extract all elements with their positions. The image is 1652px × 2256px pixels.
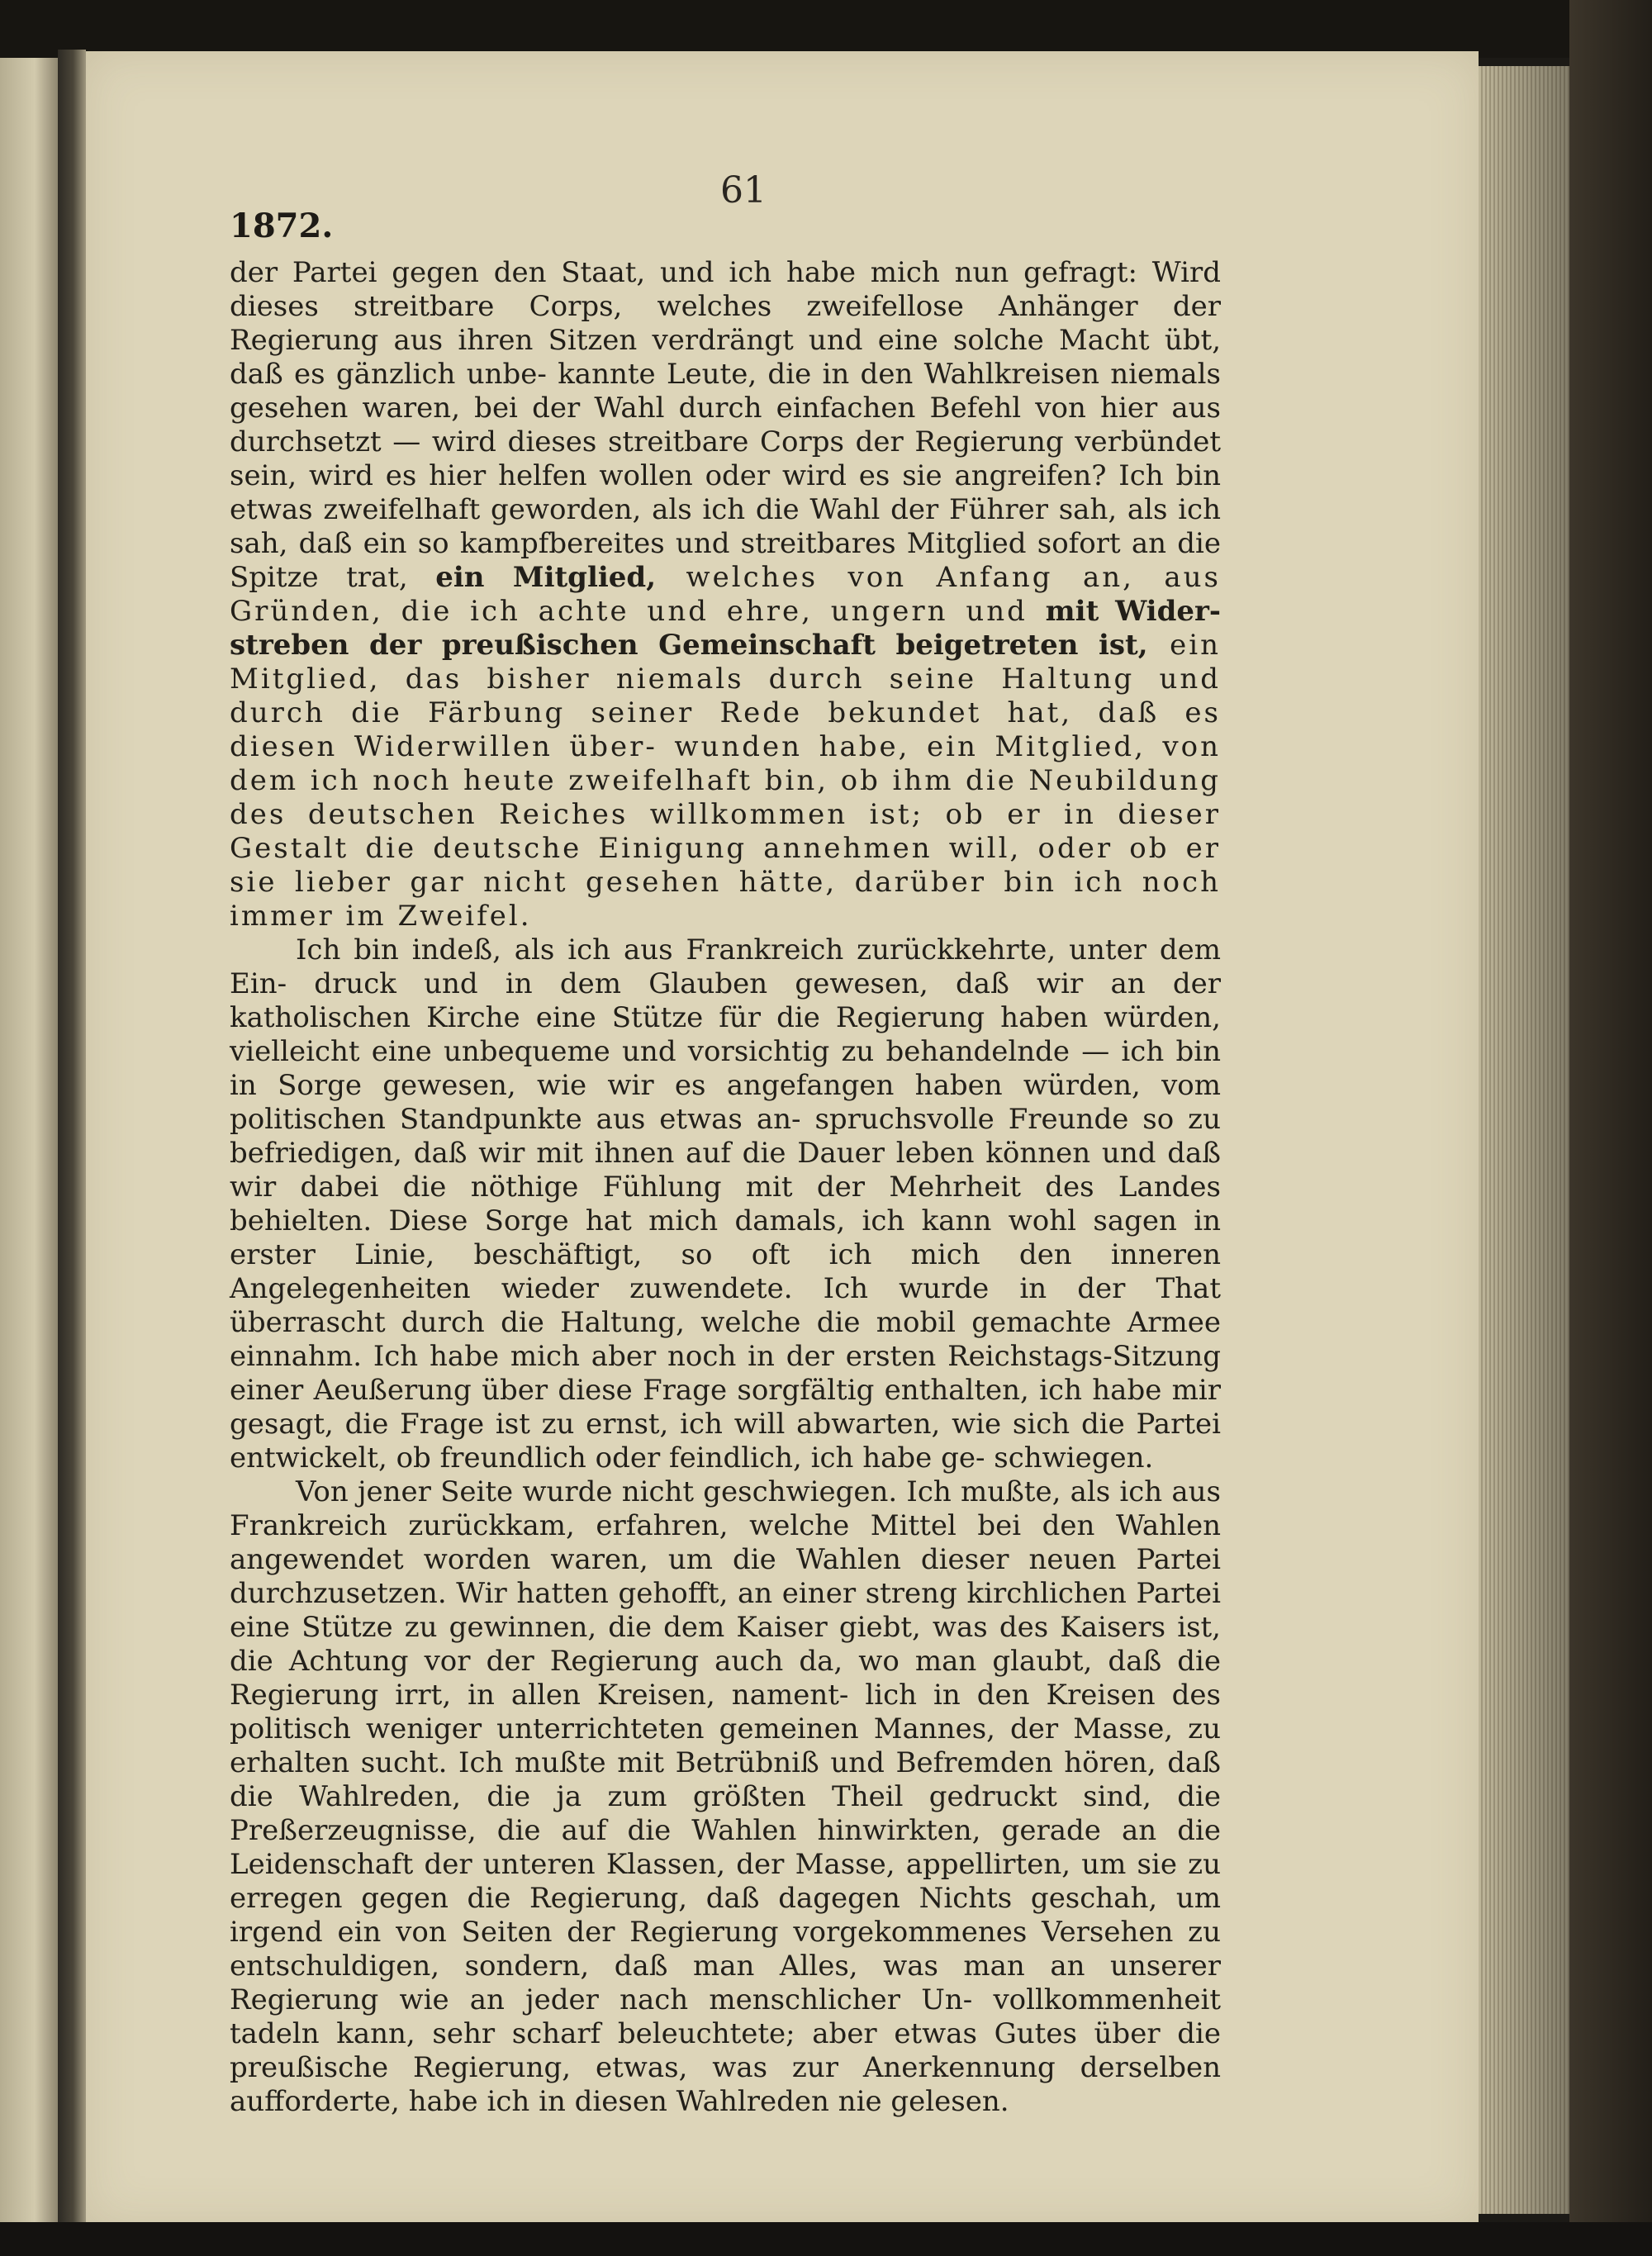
page-stack-shade (1479, 66, 1569, 2214)
body-text (230, 256, 1221, 2119)
text-segment: Ich bin indeß, als ich aus Frankreich zurückkehrte, unter dem Ein- druck und in dem Glauben gewesen, daß wir an der katholischen Kirche eine Stütze für die Regierung haben würden, vielleicht eine unbequeme und vorsichtig zu behandelnde — ich bin in Sorge gewesen, wie wir es angefangen haben würden, vom politischen Standpunkte aus etwas an- spruchsvolle Freunde so zu befriedigen, daß wir mit ihnen auf die Dauer leben können und daß wir dabei die nöthige Fühlung mit der Mehrheit des Landes behielten. Diese Sorge hat mich damals, ich kann wohl sagen in erster Linie, beschäftigt, so oft ich mich den inneren Angelegenheiten wieder zuwendete. Ich wurde in der That überrascht durch die Haltung, welche die mobil gemachte Armee einnahm. Ich habe mich aber noch in der ersten Reichstags-Sitzung einer Aeußerung über diese Frage sorgfältig enthalten, ich habe mir gesagt, die Frage ist zu ernst, ich will abwarten, wie sich die Partei entwickelt, ob freundlich oder feindlich, ich habe ge- schwiegen. (230, 933, 1221, 1475)
spaced-text: welches von Anfang an, aus Gründen, die ich achte und ehre, ungern und (230, 561, 1222, 628)
text-segment: Von jener Seite wurde nicht geschwiegen. Ich mußte, als ich aus Frankreich zurückkam, erfahren, welche Mittel bei den Wahlen angewendet worden waren, um die Wahlen dieser neuen Partei durchzusetzen. Wir hatten gehofft, an einer streng kirchlichen Partei eine Stütze zu gewinnen, die dem Kaiser giebt, was des Kaisers ist, die Achtung vor der Regierung auch da, wo man glaubt, daß die Regierung irrt, in allen Kreisen, nament- lich in den Kreisen des politisch weniger unterrichteten gemeinen Mannes, der Masse, zu erhalten sucht. Ich mußte mit Betrübniß und Befremden hören, daß die Wahlreden, die ja zum größten Theil gedruckt sind, die Preßerzeugnisse, die auf die Wahlen hinwirkten, gerade an die Leidenschaft der unteren Klassen, der Masse, appellirten, um sie zu erregen gegen die Regierung, daß dagegen Nichts geschah, um irgend ein von Seiten der Regierung vorgekommenes Versehen zu entschuldigen, sondern, daß man Alles, was man an unserer Regierung wie an jeder nach menschlicher Un- vollkommenheit tadeln kann, sehr scharf beleuchtete; aber etwas Gutes über die preußische Regierung, etwas, was zur Anerkennung derselben aufforderte, habe ich in diesen Wahlreden nie gelesen. (230, 1475, 1221, 2118)
page-number: 61 (720, 169, 767, 211)
scanner-background-top (0, 0, 1652, 58)
paragraph-3 (230, 1475, 1221, 2119)
left-page-edge (0, 58, 58, 2222)
book-gutter (58, 50, 86, 2230)
paragraph-1 (230, 256, 1221, 933)
emphasis-text: ein Mitglied, (435, 561, 657, 594)
emphasis-text: mit Wider- streben der preußischen Gemeinschaft beigetreten ist, (230, 595, 1221, 662)
paragraph-2 (230, 933, 1221, 1475)
text-segment: der Partei gegen den Staat, und ich habe mich nun gefragt: Wird dieses streitbare Corps, welches zweifellose Anhänger der Regierung aus ihren Sitzen verdrängt und eine solche Macht übt, daß es gänzlich unbe- kannte Leute, die in den Wahlkreisen niemals gesehen waren, bei der Wahl durch einfachen Befehl von hier aus durchsetzt — wird dieses streitbare Corps der Regierung verbündet sein, wird es hier helfen wollen oder wird es sie angreifen? Ich bin etwas zweifelhaft geworden, als ich die Wahl der Führer sah, als ich sah, daß ein so kampfbereites und streitbares Mitglied sofort an die Spitze trat, (230, 256, 1221, 594)
scanner-background-right (1569, 0, 1652, 2256)
spaced-text: ein Mitglied, das bisher niemals durch seine Haltung und durch die Färbung seiner Rede bekundet hat, daß es diesen Widerwillen über- wunden habe, ein Mitglied, von dem ich noch heute zweifelhaft bin, ob ihm die Neubildung des deutschen Reiches willkommen ist; ob er in dieser Gestalt die deutsche Einigung annehmen will, oder ob er sie lieber gar nicht gesehen hätte, darüber bin ich noch immer im Zweifel. (230, 629, 1221, 933)
page-year-heading: 1872. (230, 207, 334, 245)
scanner-background-bottom (0, 2222, 1652, 2256)
